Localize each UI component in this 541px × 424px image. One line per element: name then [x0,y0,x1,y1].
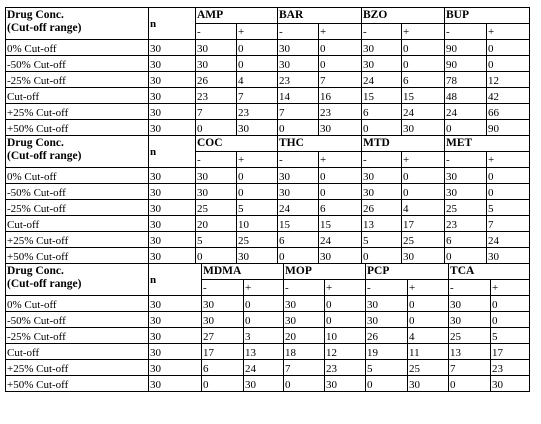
result-cell: 0 [325,312,366,328]
result-cell: 0 [319,168,362,184]
result-cell: 0 [362,248,402,264]
result-cell: 30 [445,184,487,200]
result-cell: 25 [196,200,237,216]
plus-header: + [491,280,530,296]
table-body [6,40,530,136]
result-cell: 30 [366,296,408,312]
result-cell: 0 [237,40,278,56]
result-cell: 23 [325,360,366,376]
result-cell: 16 [319,88,362,104]
row-label: +25% Cut-off [6,232,149,248]
result-cell: 30 [445,168,487,184]
plus-header: + [402,24,445,40]
table-body [6,296,530,392]
result-cell: 30 [362,168,402,184]
result-cell: 0 [319,40,362,56]
result-cell: 0 [445,248,487,264]
result-cell: 30 [362,56,402,72]
result-cell: 17 [491,344,530,360]
result-cell: 30 [278,168,319,184]
result-cell: 11 [408,344,449,360]
row-n: 30 [149,168,196,184]
plus-header: + [325,280,366,296]
result-cell: 0 [278,120,319,136]
minus-header: - [284,280,325,296]
result-cell: 15 [402,88,445,104]
result-cell: 30 [487,248,530,264]
result-cell: 0 [196,248,237,264]
result-cell: 12 [487,72,530,88]
result-cell: 0 [445,120,487,136]
result-cell: 0 [325,296,366,312]
row-label: Cut-off [6,344,149,360]
result-cell: 90 [445,56,487,72]
result-cell: 6 [445,232,487,248]
result-cell: 10 [237,216,278,232]
result-cell: 5 [237,200,278,216]
table-row [6,40,530,56]
result-cell: 12 [325,344,366,360]
row-n: 30 [149,360,202,376]
result-cell: 25 [449,328,491,344]
result-cell: 23 [319,104,362,120]
result-cell: 0 [402,168,445,184]
table-row [6,360,530,376]
minus-header: - [449,280,491,296]
result-cell: 30 [196,56,237,72]
result-cell: 20 [196,216,237,232]
header-n: n [149,264,202,296]
result-cell: 7 [237,88,278,104]
table-row [6,232,530,248]
result-cell: 7 [449,360,491,376]
table-row [6,328,530,344]
result-cell: 25 [445,200,487,216]
result-cell: 30 [278,56,319,72]
row-label: -50% Cut-off [6,56,149,72]
result-cell: 30 [449,296,491,312]
minus-header: - [366,280,408,296]
result-cell: 30 [284,296,325,312]
result-cell: 23 [278,72,319,88]
result-cell: 0 [244,312,284,328]
result-cell: 30 [196,168,237,184]
result-cell: 24 [278,200,319,216]
result-cell: 17 [202,344,244,360]
result-cell: 23 [491,360,530,376]
result-cell: 30 [325,376,366,392]
table-row [6,104,530,120]
result-cell: 0 [487,184,530,200]
header-row-drugs [6,264,530,280]
result-cell: 6 [202,360,244,376]
result-cell: 30 [449,312,491,328]
minus-header: - [362,24,402,40]
drug-header: THC [278,136,362,152]
table-section-3 [5,263,530,392]
result-cell: 0 [278,248,319,264]
drug-header: PCP [366,264,449,280]
table-row [6,376,530,392]
result-cell: 78 [445,72,487,88]
plus-header: + [244,280,284,296]
table-row [6,56,530,72]
row-label: +25% Cut-off [6,360,149,376]
row-label: -25% Cut-off [6,328,149,344]
row-label: 0% Cut-off [6,296,149,312]
minus-header: - [445,152,487,168]
table-row [6,168,530,184]
result-cell: 24 [319,232,362,248]
row-n: 30 [149,104,196,120]
row-label: -50% Cut-off [6,312,149,328]
result-cell: 42 [487,88,530,104]
row-label: -50% Cut-off [6,184,149,200]
drug-cutoff-tables [5,7,529,392]
result-cell: 19 [366,344,408,360]
table-section-2 [5,135,530,264]
result-cell: 30 [491,376,530,392]
result-cell: 24 [487,232,530,248]
result-cell: 15 [319,216,362,232]
result-cell: 0 [319,56,362,72]
result-cell: 30 [319,120,362,136]
result-cell: 4 [402,200,445,216]
result-cell: 24 [362,72,402,88]
header-row-drugs [6,136,530,152]
table-row [6,200,530,216]
result-cell: 14 [278,88,319,104]
table-row [6,216,530,232]
result-cell: 13 [362,216,402,232]
result-cell: 0 [449,376,491,392]
result-cell: 25 [408,360,449,376]
minus-header: - [196,152,237,168]
result-cell: 30 [196,184,237,200]
header-drug-conc: Drug Conc. (Cut-off range) [6,8,149,40]
result-cell: 30 [278,184,319,200]
row-n: 30 [149,40,196,56]
plus-header: + [237,152,278,168]
result-cell: 0 [487,40,530,56]
row-label: +50% Cut-off [6,248,149,264]
result-cell: 6 [278,232,319,248]
drug-header: BZO [362,8,445,24]
drug-header: MET [445,136,530,152]
result-cell: 27 [202,328,244,344]
header-n: n [149,8,196,40]
row-n: 30 [149,344,202,360]
result-cell: 24 [445,104,487,120]
row-label: +50% Cut-off [6,376,149,392]
result-cell: 30 [402,248,445,264]
result-cell: 23 [196,88,237,104]
row-n: 30 [149,296,202,312]
table-row [6,248,530,264]
result-cell: 30 [237,248,278,264]
row-label: 0% Cut-off [6,40,149,56]
result-cell: 30 [202,312,244,328]
result-cell: 7 [196,104,237,120]
result-cell: 0 [362,120,402,136]
header-drug-conc: Drug Conc. (Cut-off range) [6,136,149,168]
result-cell: 30 [402,120,445,136]
result-cell: 66 [487,104,530,120]
result-cell: 5 [491,328,530,344]
result-cell: 6 [319,200,362,216]
row-n: 30 [149,184,196,200]
drug-header: BUP [445,8,530,24]
result-cell: 30 [202,296,244,312]
result-cell: 10 [325,328,366,344]
result-cell: 24 [244,360,284,376]
row-n: 30 [149,120,196,136]
row-n: 30 [149,88,196,104]
result-cell: 30 [362,184,402,200]
row-n: 30 [149,72,196,88]
table-row [6,184,530,200]
result-cell: 0 [402,184,445,200]
result-cell: 30 [408,376,449,392]
table-row [6,296,530,312]
row-label: -25% Cut-off [6,72,149,88]
result-cell: 0 [237,168,278,184]
plus-header: + [408,280,449,296]
drug-header: COC [196,136,278,152]
result-cell: 5 [362,232,402,248]
result-cell: 5 [196,232,237,248]
result-cell: 0 [366,376,408,392]
table-row [6,312,530,328]
table-row [6,120,530,136]
result-cell: 30 [196,40,237,56]
result-cell: 18 [284,344,325,360]
plus-header: + [487,24,530,40]
result-cell: 15 [278,216,319,232]
result-cell: 3 [244,328,284,344]
row-label: Cut-off [6,216,149,232]
minus-header: - [445,24,487,40]
result-cell: 25 [237,232,278,248]
minus-header: - [362,152,402,168]
result-cell: 0 [196,120,237,136]
header-n: n [149,136,196,168]
drug-header: TCA [449,264,530,280]
result-cell: 0 [491,312,530,328]
result-cell: 0 [402,56,445,72]
result-cell: 0 [408,296,449,312]
plus-header: + [319,24,362,40]
result-cell: 7 [278,104,319,120]
result-cell: 24 [402,104,445,120]
drug-header: MTD [362,136,445,152]
table-row [6,72,530,88]
result-cell: 15 [362,88,402,104]
minus-header: - [278,152,319,168]
result-cell: 30 [237,120,278,136]
plus-header: + [487,152,530,168]
result-cell: 0 [202,376,244,392]
result-cell: 13 [449,344,491,360]
plus-header: + [319,152,362,168]
result-cell: 0 [402,40,445,56]
result-cell: 0 [487,168,530,184]
result-cell: 6 [402,72,445,88]
row-n: 30 [149,376,202,392]
row-n: 30 [149,312,202,328]
result-cell: 0 [237,56,278,72]
result-cell: 30 [362,40,402,56]
row-n: 30 [149,56,196,72]
result-cell: 17 [402,216,445,232]
header-drug-conc: Drug Conc. (Cut-off range) [6,264,149,296]
result-cell: 30 [244,376,284,392]
result-cell: 0 [319,184,362,200]
result-cell: 7 [487,216,530,232]
row-label: -25% Cut-off [6,200,149,216]
table-row [6,344,530,360]
result-cell: 0 [244,296,284,312]
table-body [6,168,530,264]
drug-header: BAR [278,8,362,24]
drug-header: AMP [196,8,278,24]
result-cell: 30 [284,312,325,328]
result-cell: 7 [284,360,325,376]
result-cell: 26 [196,72,237,88]
minus-header: - [196,24,237,40]
result-cell: 5 [487,200,530,216]
minus-header: - [278,24,319,40]
table-section-1 [5,7,530,136]
drug-header: MDMA [202,264,284,280]
result-cell: 26 [366,328,408,344]
result-cell: 30 [366,312,408,328]
result-cell: 0 [408,312,449,328]
row-n: 30 [149,232,196,248]
row-n: 30 [149,248,196,264]
header-row-drugs [6,8,530,24]
result-cell: 0 [487,56,530,72]
plus-header: + [402,152,445,168]
result-cell: 26 [362,200,402,216]
result-cell: 4 [237,72,278,88]
row-n: 30 [149,216,196,232]
result-cell: 30 [319,248,362,264]
result-cell: 13 [244,344,284,360]
result-cell: 4 [408,328,449,344]
result-cell: 20 [284,328,325,344]
table-row [6,88,530,104]
result-cell: 6 [362,104,402,120]
row-label: Cut-off [6,88,149,104]
result-cell: 7 [319,72,362,88]
row-n: 30 [149,200,196,216]
result-cell: 0 [491,296,530,312]
result-cell: 25 [402,232,445,248]
plus-header: + [237,24,278,40]
row-label: 0% Cut-off [6,168,149,184]
drug-header: MOP [284,264,366,280]
result-cell: 0 [284,376,325,392]
result-cell: 48 [445,88,487,104]
result-cell: 0 [237,184,278,200]
row-label: +25% Cut-off [6,104,149,120]
result-cell: 90 [487,120,530,136]
row-n: 30 [149,328,202,344]
minus-header: - [202,280,244,296]
result-cell: 5 [366,360,408,376]
result-cell: 30 [278,40,319,56]
result-cell: 23 [445,216,487,232]
result-cell: 23 [237,104,278,120]
row-label: +50% Cut-off [6,120,149,136]
result-cell: 90 [445,40,487,56]
